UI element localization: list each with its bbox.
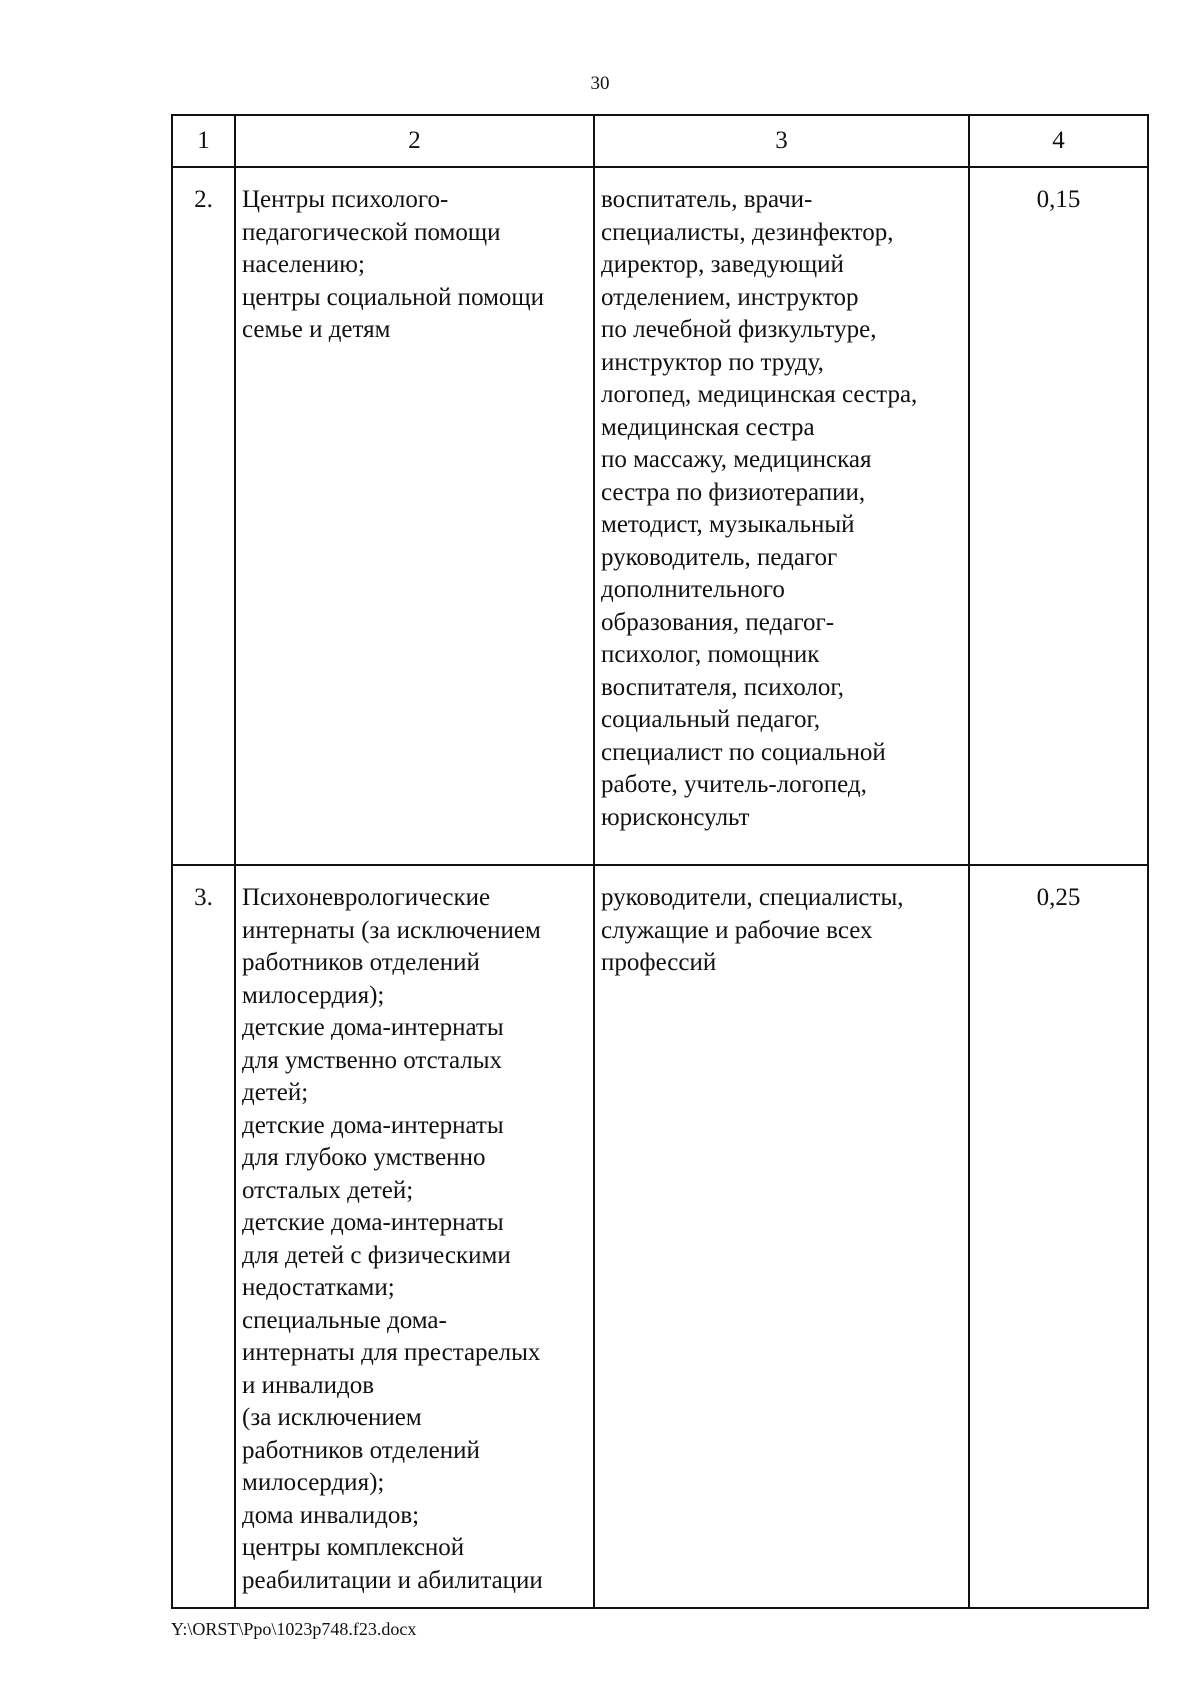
cell-text-line: работников отделений — [242, 949, 480, 976]
cell-text-line: детские дома-интернаты — [242, 1111, 504, 1139]
coefficient-cell: 0,25 — [969, 865, 1148, 1608]
cell-text-line: специалист по социальной — [601, 738, 886, 766]
cell-text-line: профессий — [601, 949, 717, 976]
cell-text-line: специальные дома- — [242, 1306, 447, 1334]
cell-text-line: недостатками; — [242, 1274, 395, 1301]
row-number: 2. — [172, 167, 235, 865]
cell-text-line: социальный педагог, — [601, 706, 821, 733]
cell-text-line: специалисты, дезинфектор, — [601, 218, 894, 246]
column-header-3: 3 — [594, 115, 969, 167]
cell-text-line: директор, заведующий — [601, 251, 844, 278]
cell-text-line: для умственно отсталых — [242, 1046, 503, 1074]
cell-text-line: работников отделений — [242, 1436, 480, 1464]
cell-text-line: дома инвалидов; — [242, 1501, 420, 1529]
cell-text-line: воспитателя, психолог, — [601, 673, 845, 701]
cell-text-line: инструктор по труду, — [601, 348, 824, 376]
cell-text-line: медицинская сестра — [601, 413, 815, 441]
cell-text-line: Центры психолого- — [242, 186, 449, 213]
cell-text-line: сестра по физиотерапии, — [601, 478, 866, 506]
cell-text-line: милосердия); — [242, 981, 385, 1009]
cell-text-line: педагогической помощи — [242, 218, 501, 246]
cell-text-line: логопед, медицинская сестра, — [601, 381, 918, 408]
cell-text-line: семье и детям — [242, 316, 391, 343]
cell-text-line: воспитатель, врачи- — [601, 186, 813, 213]
column-header-4: 4 — [969, 115, 1148, 167]
cell-text-line: методист, музыкальный — [601, 511, 855, 538]
cell-text-line: для глубоко умственно — [242, 1144, 486, 1171]
cell-text-line: отсталых детей; — [242, 1176, 414, 1204]
cell-text-line: служащие и рабочие всех — [601, 916, 873, 944]
cell-text-line: по массажу, медицинская — [601, 446, 872, 473]
cell-text-line: отделением, инструктор — [601, 283, 859, 311]
coefficient-cell: 0,15 — [969, 167, 1148, 865]
cell-text-line: дополнительного — [601, 576, 785, 603]
cell-text-line: интернаты (за исключением — [242, 916, 541, 944]
table-header-row — [172, 115, 1148, 167]
cell-text-line: детские дома-интернаты — [242, 1014, 504, 1041]
cell-text-line: образования, педагог- — [601, 608, 835, 636]
cell-text-line: детские дома-интернаты — [242, 1209, 504, 1236]
cell-text-line: юрисконсульт — [601, 803, 750, 831]
institution-cell — [235, 167, 594, 865]
coefficient-table — [171, 114, 1149, 1609]
cell-text-line: работе, учитель-логопед, — [601, 771, 867, 798]
column-header-1: 1 — [172, 115, 235, 167]
table-row — [172, 865, 1148, 1608]
cell-text-line: (за исключением — [242, 1404, 422, 1431]
cell-text-line: детей; — [242, 1079, 309, 1106]
cell-text-line: руководители, специалисты, — [601, 884, 904, 911]
cell-text-line: для детей с физическими — [242, 1241, 511, 1269]
page-number: 30 — [590, 73, 610, 94]
footer-file-path: Y:\ORST\Ppo\1023p748.f23.docx — [171, 1619, 417, 1639]
cell-text-line: интернаты для престарелых — [242, 1339, 541, 1366]
row-number: 3. — [172, 865, 235, 1608]
table-row — [172, 167, 1148, 865]
institution-cell — [235, 865, 594, 1608]
cell-text-line: и инвалидов — [242, 1371, 375, 1399]
cell-text-line: центры социальной помощи — [242, 283, 545, 311]
positions-cell — [594, 865, 969, 1608]
cell-text-line: психолог, помощник — [601, 641, 820, 668]
cell-text-line: населению; — [242, 251, 365, 278]
column-header-2: 2 — [235, 115, 594, 167]
positions-cell — [594, 167, 969, 865]
cell-text-line: центры комплексной — [242, 1534, 465, 1561]
cell-text-line: Психоневрологические — [242, 884, 491, 911]
cell-text-line: руководитель, педагог — [601, 543, 838, 571]
cell-text-line: милосердия); — [242, 1469, 385, 1496]
cell-text-line: по лечебной физкультуре, — [601, 316, 877, 343]
cell-text-line: реабилитации и абилитации — [242, 1566, 543, 1594]
